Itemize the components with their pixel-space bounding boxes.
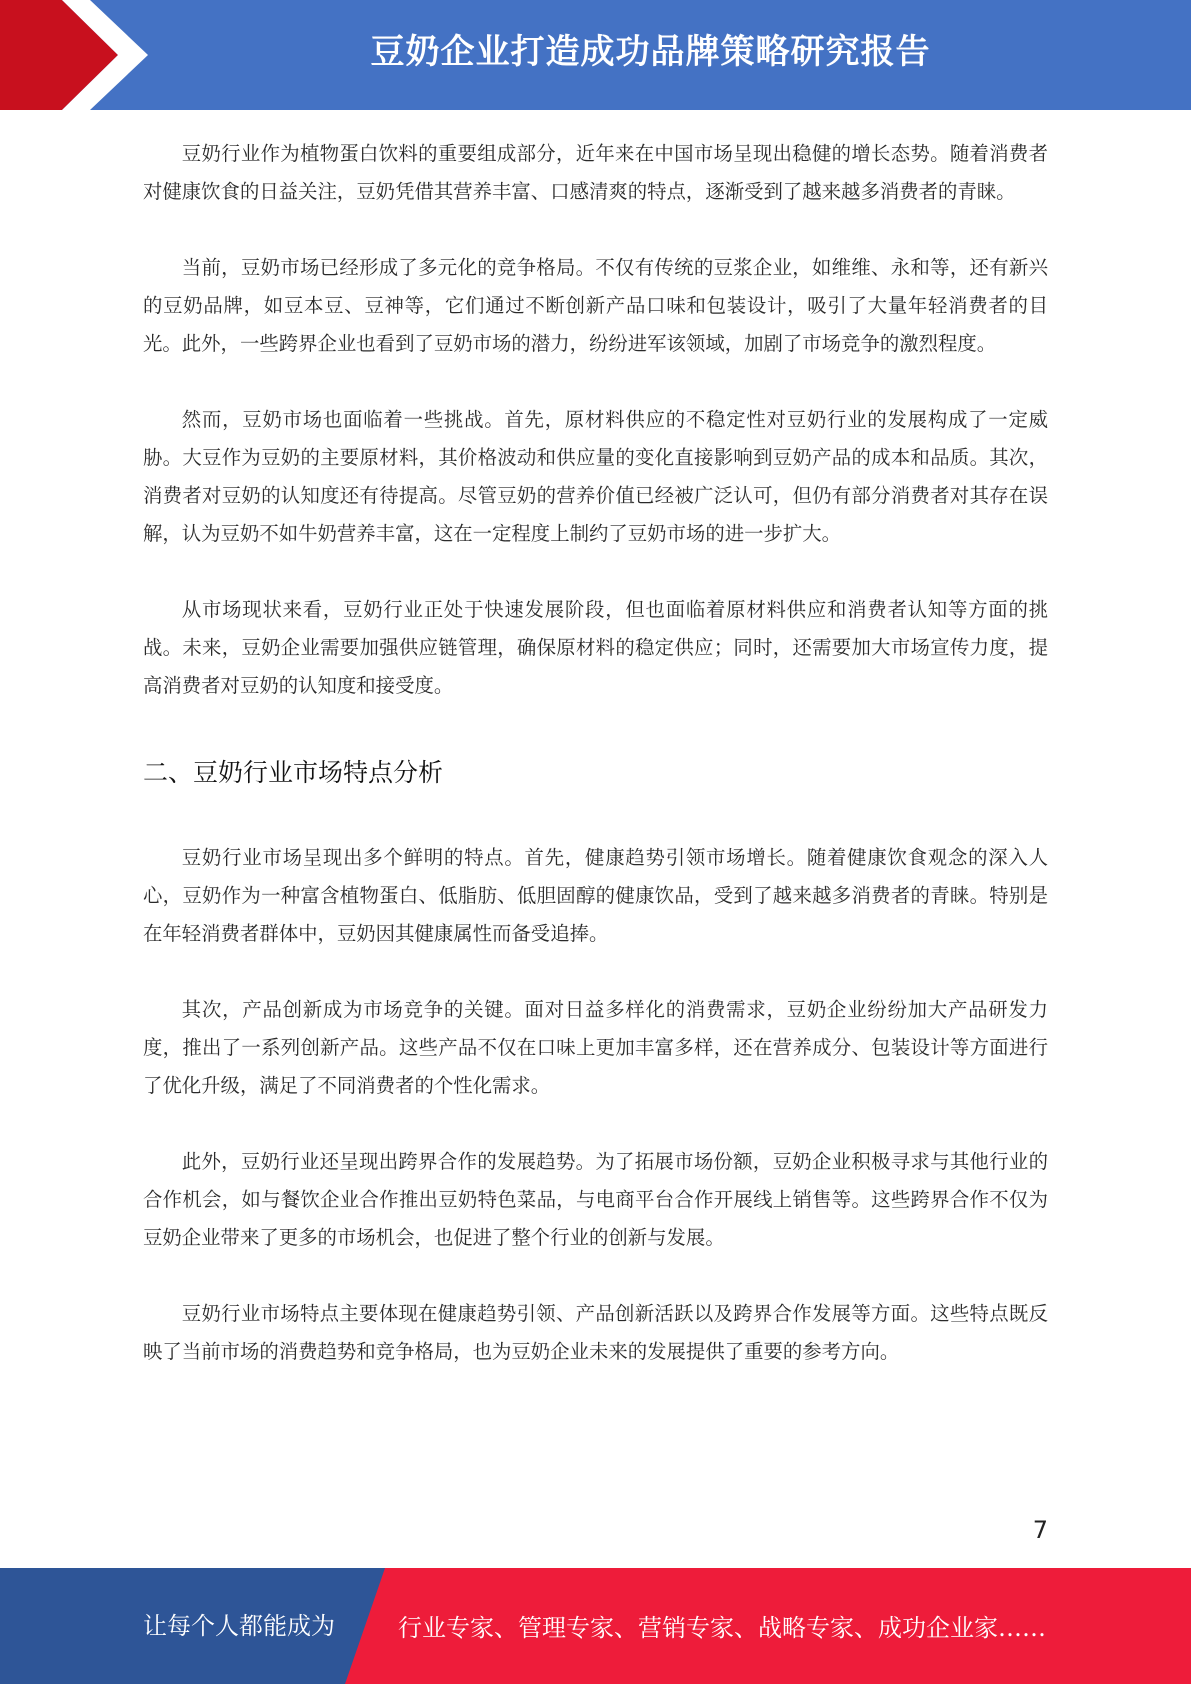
paragraph-intro-3: 然而，豆奶市场也面临着一些挑战。首先，原材料供应的不稳定性对豆奶行业的发展构成了一定威胁。大豆作为豆奶的主要原材料，其价格波动和供应量的变化直接影响到豆奶产品的成本和品质。其次，消费者对豆奶的认知度还有待提高。尽管豆奶的营养价值已经被广泛认可，但仍有部分消费者对其存在误解，认为豆奶不如牛奶营养丰富，这在一定程度上制约了豆奶市场的进一步扩大。 [143, 408, 1048, 545]
paragraph-section-1: 豆奶行业市场呈现出多个鲜明的特点。首先，健康趋势引领市场增长。随着健康饮食观念的深入人心，豆奶作为一种富含植物蛋白、低脂肪、低胆固醇的健康饮品，受到了越来越多消费者的青睐。特别是在年轻消费者群体中，豆奶因其健康属性而备受追捧。 [143, 846, 1048, 945]
section-heading: 二、豆奶行业市场特点分析 [143, 758, 444, 787]
footer-slogan-right: 行业专家、管理专家、营销专家、战略专家、成功企业家…… [398, 1614, 1046, 1642]
header-banner [0, 0, 1191, 110]
paragraph-intro-1: 豆奶行业作为植物蛋白饮料的重要组成部分，近年来在中国市场呈现出稳健的增长态势。随着消费者对健康饮食的日益关注，豆奶凭借其营养丰富、口感清爽的特点，逐渐受到了越来越多消费者的青睐。 [143, 142, 1048, 203]
page-number: 7 [1032, 1516, 1048, 1544]
paragraph-section-4: 豆奶行业市场特点主要体现在健康趋势引领、产品创新活跃以及跨界合作发展等方面。这些特点既反映了当前市场的消费趋势和竞争格局，也为豆奶企业未来的发展提供了重要的参考方向。 [143, 1302, 1048, 1363]
footer-banner [0, 1568, 1191, 1684]
footer-slogan-left: 让每个人都能成为 [143, 1612, 335, 1640]
document-body [143, 135, 1048, 1409]
paragraph-section-3: 此外，豆奶行业还呈现出跨界合作的发展趋势。为了拓展市场份额，豆奶企业积极寻求与其他行业的合作机会，如与餐饮企业合作推出豆奶特色菜品，与电商平台合作开展线上销售等。这些跨界合作不仅为豆奶企业带来了更多的市场机会，也促进了整个行业的创新与发展。 [143, 1150, 1048, 1249]
document-title: 豆奶企业打造成功品牌策略研究报告 [370, 32, 931, 72]
paragraph-intro-2: 当前，豆奶市场已经形成了多元化的竞争格局。不仅有传统的豆浆企业，如维维、永和等，还有新兴的豆奶品牌，如豆本豆、豆神等，它们通过不断创新产品口味和包装设计，吸引了大量年轻消费者的目光。此外，一些跨界企业也看到了豆奶市场的潜力，纷纷进军该领域，加剧了市场竞争的激烈程度。 [143, 256, 1048, 355]
paragraph-section-2: 其次，产品创新成为市场竞争的关键。面对日益多样化的消费需求，豆奶企业纷纷加大产品研发力度，推出了一系列创新产品。这些产品不仅在口味上更加丰富多样，还在营养成分、包装设计等方面进行了优化升级，满足了不同消费者的个性化需求。 [143, 998, 1048, 1097]
paragraph-intro-4: 从市场现状来看，豆奶行业正处于快速发展阶段，但也面临着原材料供应和消费者认知等方面的挑战。未来，豆奶企业需要加强供应链管理，确保原材料的稳定供应；同时，还需要加大市场宣传力度，提高消费者对豆奶的认知度和接受度。 [143, 598, 1048, 697]
